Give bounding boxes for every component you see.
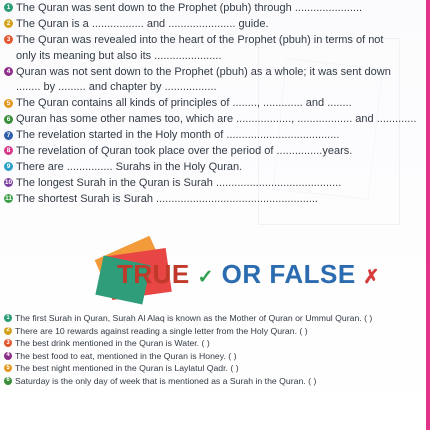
question-row <box>4 127 424 143</box>
question-text: The revelation started in the Holy month of ..................................... <box>16 129 340 142</box>
question-number-badge: 6 <box>4 377 12 385</box>
question-number-badge: 4 <box>4 67 13 76</box>
question-number-badge: 5 <box>4 364 12 372</box>
question-text: The Quran was revealed into the heart of the Prophet (pbuh) in terms of not <box>16 33 384 46</box>
question-row <box>4 64 424 80</box>
question-text: The Quran contains all kinds of principles of ........, ............. and ........ <box>16 97 352 110</box>
question-number-badge: 2 <box>4 19 13 28</box>
question-number-badge: 7 <box>4 131 13 140</box>
question-row <box>4 95 424 111</box>
true-false-row <box>4 362 424 375</box>
question-row <box>4 191 424 207</box>
page-edge-stripe <box>426 0 430 430</box>
question-number-badge: 11 <box>5 195 12 203</box>
question-number-badge: 3 <box>4 35 13 44</box>
question-number-badge: 5 <box>4 99 13 108</box>
question-text: Quran has some other names too, which are .................., .................. and ............. <box>16 113 417 126</box>
question-row <box>4 79 424 95</box>
true-false-row <box>4 375 424 388</box>
question-text: The longest Surah in the Quran is Surah ......................................... <box>16 176 342 189</box>
question-text: The shortest Surah is Surah ..................................................... <box>16 192 318 205</box>
question-text: There are 10 rewards against reading a single letter from the Holy Quran. ( ) <box>15 325 308 336</box>
true-false-row <box>4 350 424 363</box>
heading-text <box>117 259 380 290</box>
question-text: The Quran is a ................. and ...................... guide. <box>16 17 269 30</box>
question-text: The best food to eat, mentioned in the Quran is Honey. ( ) <box>15 350 237 361</box>
question-number-badge: 3 <box>4 339 12 347</box>
question-number-badge: 2 <box>4 327 12 335</box>
question-text: The best night mentioned in the Quran is Laylatul Qadr. ( ) <box>15 363 239 373</box>
question-text: There are ............... Surahs in the Holy Quran. <box>16 160 243 173</box>
question-text: The best drink mentioned in the Quran is Water. ( ) <box>15 338 210 348</box>
question-row <box>4 111 424 127</box>
question-number-badge: 1 <box>4 314 12 322</box>
question-number-badge: 10 <box>4 179 13 187</box>
question-row <box>4 16 424 32</box>
question-number-badge: 1 <box>4 3 13 12</box>
question-text: The revelation of Quran took place over the period of ...............years. <box>16 144 353 157</box>
question-number-badge: 9 <box>4 162 13 171</box>
question-number-badge: 8 <box>4 146 13 155</box>
question-text: Quran was not sent down to the Prophet (pbuh) as a whole; it was sent down <box>16 65 391 78</box>
heading-true-word: TRUE <box>117 259 190 289</box>
cross-icon: ✗ <box>363 267 380 288</box>
question-text: ........ by ......... and chapter by ................. <box>16 81 217 94</box>
question-row <box>4 48 424 64</box>
heading-or-false-word: OR FALSE <box>221 259 356 289</box>
fill-in-blanks-list <box>4 0 424 207</box>
question-row <box>4 32 424 48</box>
question-row <box>4 175 424 191</box>
check-icon: ✓ <box>197 267 214 288</box>
question-number-badge: 6 <box>4 115 13 124</box>
question-text: only its meaning but also its ...................... <box>16 49 222 62</box>
question-text: The Quran was sent down to the Prophet (pbuh) through ...................... <box>16 1 363 14</box>
question-text: Saturday is the only day of week that is mentioned as a Surah in the Quran. ( ) <box>15 375 317 386</box>
question-text: The first Surah in Quran, Surah Al Alaq is known as the Mother of Quran or Ummul Quran. ( ) <box>15 313 373 323</box>
question-row <box>4 0 424 16</box>
true-false-row <box>4 337 424 350</box>
true-false-list <box>4 312 424 387</box>
question-row <box>4 143 424 159</box>
true-false-row <box>4 325 424 338</box>
true-false-row <box>4 312 424 325</box>
question-row <box>4 159 424 175</box>
true-or-false-heading <box>95 238 380 306</box>
question-number-badge: 4 <box>4 352 12 360</box>
